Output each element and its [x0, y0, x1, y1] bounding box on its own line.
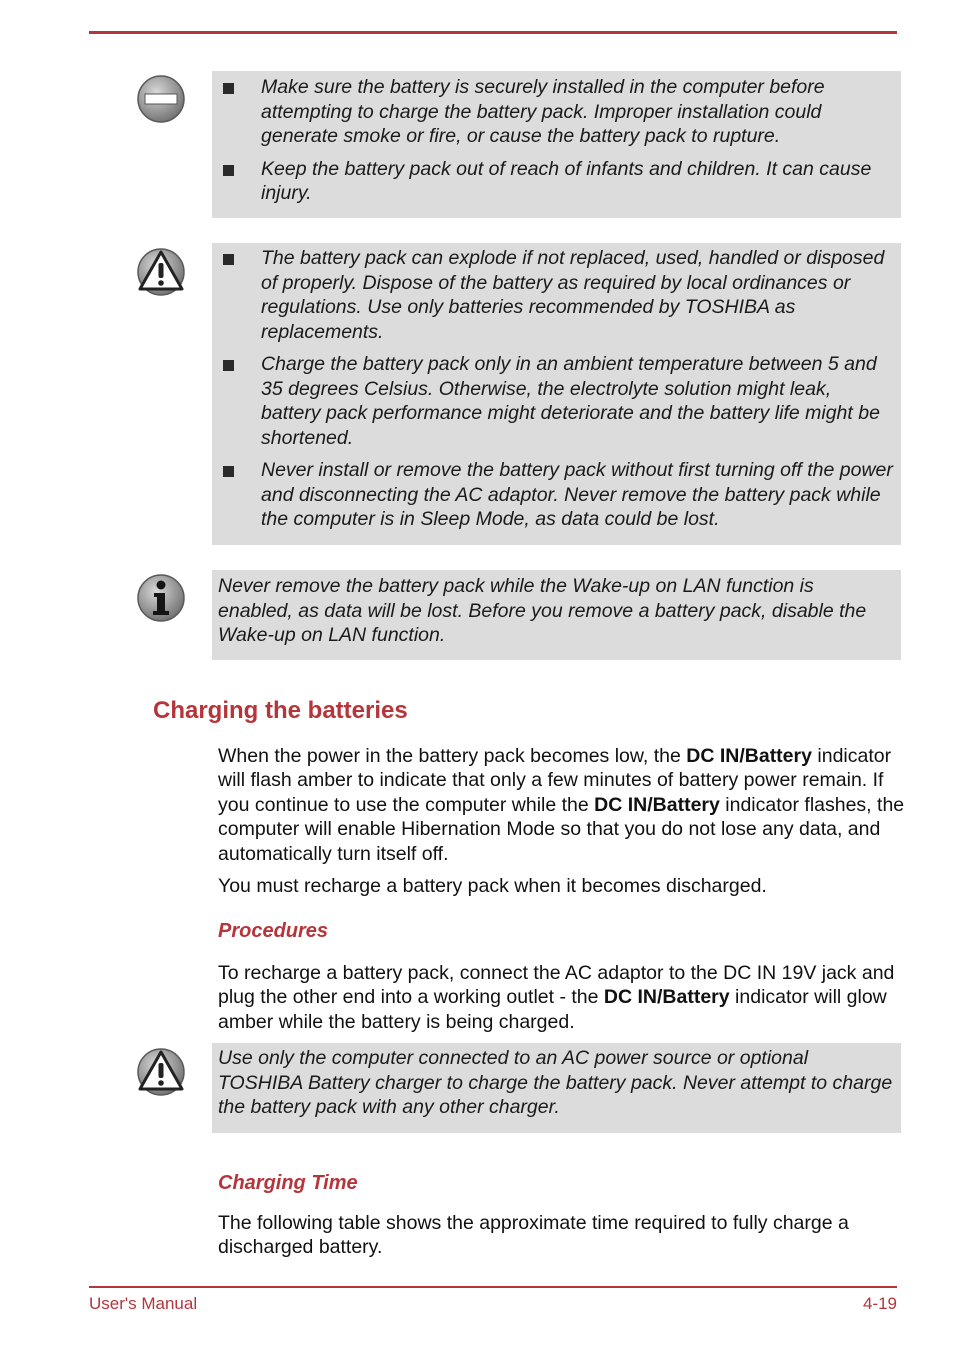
bullet-icon — [223, 254, 234, 265]
bullet-icon — [223, 360, 234, 371]
warning-note-text: Use only the computer connected to an AC power source or optional TOSHIBA Battery charger to charge the battery pack. Never attempt to charge the battery pack with any other charger. — [218, 1047, 893, 1118]
paragraph: To recharge a battery pack, connect the AC adaptor to the DC IN 19V jack and plug the other end into a working outlet - the DC IN/Battery indicator will glow amber while the battery is being charged. — [218, 962, 895, 1033]
bullet-icon — [223, 466, 234, 477]
info-note-text: Never remove the battery pack while the Wake-up on LAN function is enabled, as data will be lost. Before you remove a battery pack, disable the Wake-up on LAN function. — [218, 575, 867, 646]
paragraph: When the power in the battery pack becomes low, the DC IN/Battery indicator will flash amber to indicate that only a few minutes of battery power remain. If you continue to use the computer while the DC IN/Battery indicator flashes, the computer will enable Hibernation Mode so that you do not lose any data, and automatically turn itself off. — [218, 745, 905, 865]
list-item: Keep the battery pack out of reach of infants and children. It can cause injury. — [218, 157, 893, 206]
bullet-icon — [223, 83, 234, 94]
subsection-title: Charging Time — [218, 1172, 358, 1194]
info-icon — [136, 573, 186, 623]
info-note — [212, 570, 901, 660]
footer-rule — [89, 1286, 897, 1288]
paragraph: The following table shows the approximate time required to fully charge a discharged battery. — [218, 1212, 849, 1259]
warning-note — [212, 1043, 901, 1133]
section-title: Charging the batteries — [153, 697, 408, 724]
warning-triangle-icon — [136, 246, 186, 296]
no-entry-icon — [136, 74, 186, 124]
bullet-icon — [223, 165, 234, 176]
warning-triangle-icon — [136, 1046, 186, 1096]
list-item: Never install or remove the battery pack without first turning off the power and disconnecting the AC adaptor. Never remove the battery pack while the computer is in Sleep Mode, as data could be lost. — [218, 458, 893, 532]
list-item: Make sure the battery is securely installed in the computer before attempting to charge the battery pack. Improper installation could generate smoke or fire, or cause the battery pack to rupture. — [218, 75, 893, 149]
list-item: Charge the battery pack only in an ambient temperature between 5 and 35 degrees Celsius. Otherwise, the electrolyte solution might leak, battery pack performance might deteriorate and the battery life might be shortened. — [218, 352, 893, 450]
subsection-title: Procedures — [218, 920, 329, 942]
paragraph: You must recharge a battery pack when it becomes discharged. — [218, 875, 767, 897]
header-rule — [89, 31, 897, 34]
page-number: 4-19 — [862, 1294, 897, 1313]
warning-note — [212, 243, 901, 545]
list-item: The battery pack can explode if not replaced, used, handled or disposed of properly. Dispose of the battery as required by local ordinances or regulations. Use only batteries recommended by TOSHIBA as replacements. — [218, 246, 893, 344]
caution-note — [212, 71, 901, 218]
footer-manual-title: User's Manual — [89, 1294, 198, 1313]
